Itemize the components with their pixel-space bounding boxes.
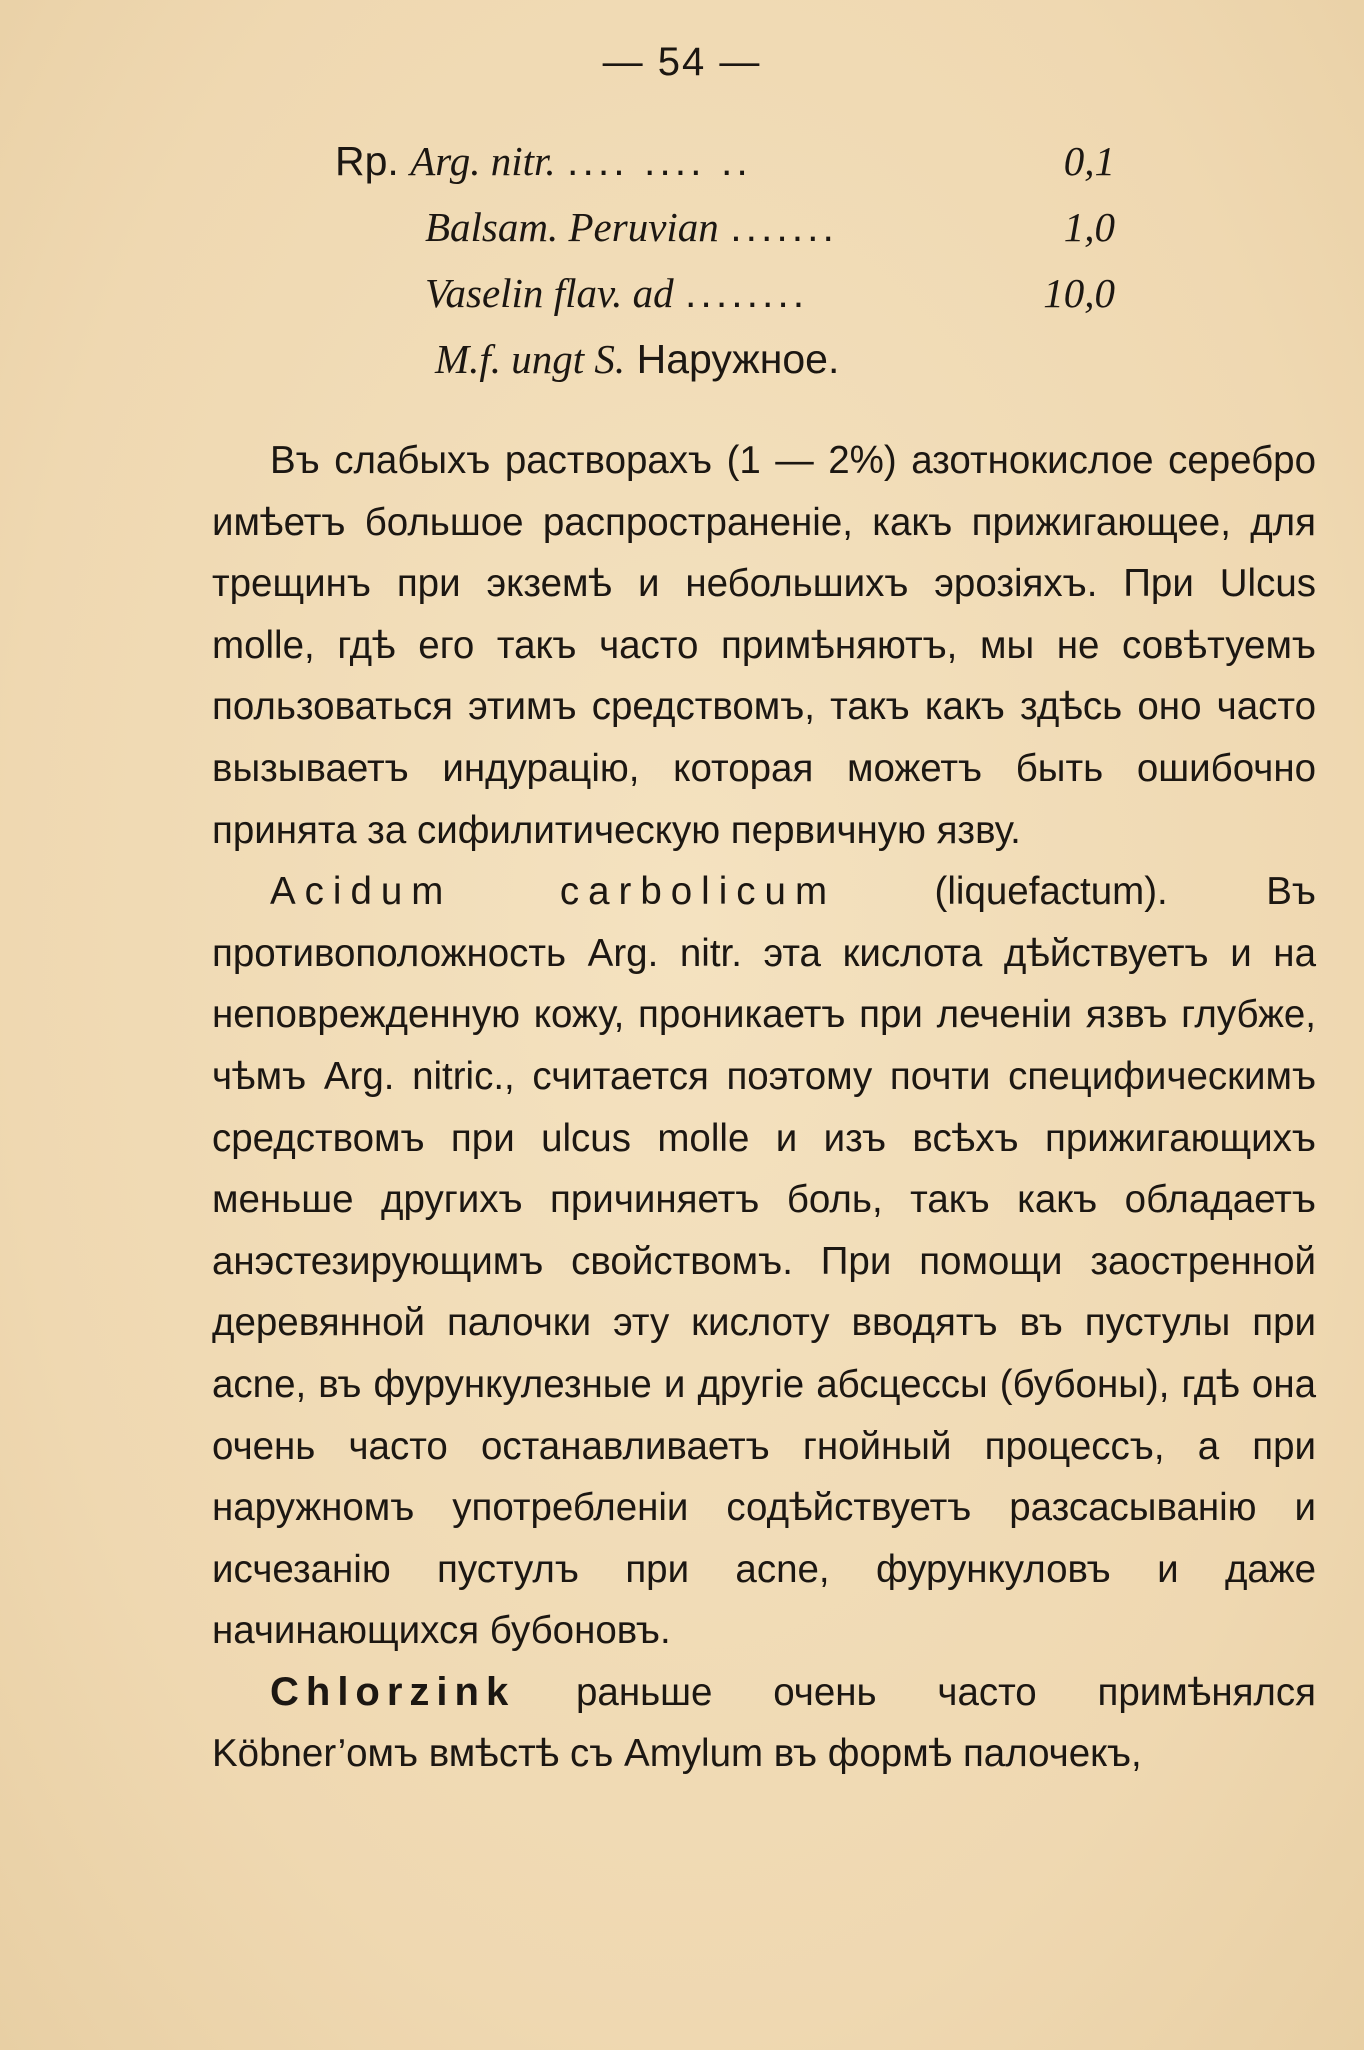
body-text [212,430,1316,1785]
leader-dots: ....... [730,204,838,250]
paragraph-chlorzink-text: раньше очень часто примѣнялся Köbner’омъ вмѣстѣ съ Amylum въ формѣ палочекъ, [212,1670,1316,1776]
ingredient-dose: 10,0 [1043,270,1115,316]
leader-dots: ........ [685,270,809,316]
signa-text: Наружное. [636,336,840,382]
page-number: — 54 — [602,40,762,84]
prescription-line [425,260,1115,326]
ingredient-name: Vaselin flav. ad [425,270,674,316]
signa-latin: M.f. ungt S. [435,336,626,382]
ingredient-dose: 1,0 [1063,204,1115,250]
prescription-signa [435,326,1115,392]
term-chlorzink: Chlorzink [270,1669,516,1714]
ingredient-dose: 0,1 [1063,138,1115,184]
prescription-line [425,194,1115,260]
prescription-block [335,128,1115,392]
term-acidum-carbolicum: Acidum carbolicum [270,870,837,914]
paragraph-carbolic-acid [212,861,1316,1662]
ingredient-name: Balsam. Peruvian [425,204,719,250]
prescription-line [335,128,1115,194]
paragraph-carbolic-acid-text: (liquefactum). Въ противоположность Arg. nitr. эта кислота дѣйствуетъ и на неповрежденную кожу, проникаетъ при леченіи язвъ глубже, чѣмъ Arg. nitric., считается поэтому почти специфическимъ средствомъ при ulcus molle и изъ всѣхъ прижигающихъ меньше другихъ причиняетъ боль, такъ какъ обладаетъ анэстезирующимъ свойствомъ. При помощи заостренной деревянной палочки эту кислоту вводятъ въ пустулы при acne, въ фурункулезные и другіе абсцессы (бубоны), гдѣ она очень часто останавливаетъ гнойный процессъ, а при наружномъ употребленіи содѣйствуетъ разсасыванію и исчезанію пустулъ при acne, фурункуловъ и даже начинающихся бубоновъ. [212,870,1316,1653]
paragraph-chlorzink [212,1662,1316,1785]
paragraph-silver-nitrate: Въ слабыхъ растворахъ (1 — 2%) азотнокислое серебро имѣетъ большое распространеніе, какъ прижигающее, для трещинъ при экземѣ и небольшихъ эрозіяхъ. При Ulcus molle, гдѣ его такъ часто примѣняютъ, мы не совѣтуемъ пользоваться этимъ средствомъ, такъ какъ здѣсь оно часто вызываетъ индурацію, которая можетъ быть ошибочно принята за сифилитическую первичную язву. [212,439,1316,852]
ingredient-name: Arg. nitr. [410,138,556,184]
leader-dots: .... .... .. [567,138,752,184]
rp-label: Rp. [335,138,399,184]
